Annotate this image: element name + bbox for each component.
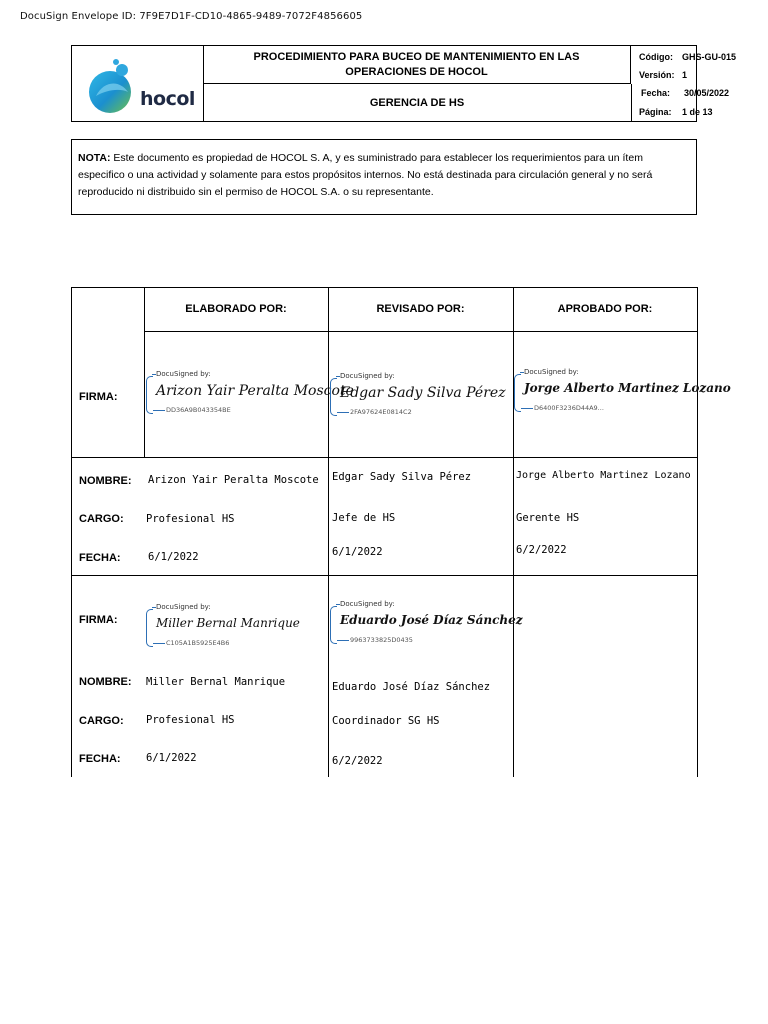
docusign-bracket <box>514 374 521 412</box>
nombre-aprobado: Jorge Alberto Martinez Lozano <box>516 470 691 481</box>
signature-hash: 9963733825D0435 <box>350 636 413 644</box>
meta-value: GHS-GU-015 <box>682 52 737 62</box>
cargo-revisado: Jefe de HS <box>332 512 396 524</box>
docusign-bracket <box>330 606 337 644</box>
docusigned-label: DocuSigned by: <box>156 603 211 611</box>
firma-divider <box>71 457 698 458</box>
cargo-elaborado-2: Profesional HS <box>146 714 235 726</box>
nombre-revisado: Edgar Sady Silva Pérez <box>332 471 472 483</box>
header-divider <box>144 331 698 332</box>
signature-box-elaborado <box>146 370 354 418</box>
cargo-elaborado: Profesional HS <box>146 513 235 525</box>
header-elaborado: ELABORADO POR: <box>185 303 287 315</box>
fecha-elaborado: 6/1/2022 <box>148 551 199 563</box>
docusigned-label: DocuSigned by: <box>524 368 579 376</box>
meta-key: Página: <box>639 107 672 117</box>
docusign-line <box>153 410 165 411</box>
signature-box-revisado <box>330 372 510 420</box>
signature-image: Edgar Sady Silva Pérez <box>340 385 506 401</box>
docusigned-label: DocuSigned by: <box>156 370 211 378</box>
nombre-elaborado-2: Miller Bernal Manrique <box>146 676 286 688</box>
signature-box-elaborado-2 <box>146 603 326 651</box>
meta-codigo <box>639 52 768 62</box>
label-fecha: FECHA: <box>79 552 121 564</box>
block-divider <box>71 575 698 576</box>
docusign-bracket <box>146 376 153 414</box>
meta-key: Versión: <box>639 70 675 80</box>
docusign-bracket <box>146 609 153 647</box>
docusigned-label: DocuSigned by: <box>340 600 395 608</box>
nota-box <box>71 139 697 215</box>
signature-hash: 2FA97624E0814C2 <box>350 408 412 416</box>
label-cargo: CARGO: <box>79 513 124 525</box>
document-subtitle: GERENCIA DE HS <box>203 84 632 121</box>
col-divider-2 <box>513 287 514 777</box>
hocol-logo-icon <box>86 58 138 114</box>
fecha-elaborado-2: 6/1/2022 <box>146 752 197 764</box>
logo-text: hocol <box>140 88 195 110</box>
signature-hash: DD36A9B043354BE <box>166 406 231 414</box>
signature-image: Arizon Yair Peralta Moscote <box>156 383 354 399</box>
envelope-id: DocuSign Envelope ID: 7F9E7D1F-CD10-4865-9489-7072F4856605 <box>20 11 363 22</box>
meta-value: 1 <box>682 70 688 80</box>
nota-label: NOTA: <box>78 152 111 164</box>
label-firma: FIRMA: <box>79 391 118 403</box>
meta-value: 30/05/2022 <box>684 88 730 98</box>
fecha-aprobado: 6/2/2022 <box>516 544 567 556</box>
label-nombre: NOMBRE: <box>79 676 132 688</box>
docusign-line <box>153 643 165 644</box>
signature-image: Jorge Alberto Martinez Lozano <box>524 381 731 395</box>
col-divider-1 <box>328 287 329 777</box>
signature-box-revisado-2 <box>330 600 523 648</box>
cargo-revisado-2: Coordinador SG HS <box>332 715 440 727</box>
table-border-right <box>697 287 698 777</box>
label-fecha: FECHA: <box>79 753 121 765</box>
signature-box-aprobado <box>514 368 731 416</box>
docusigned-label: DocuSigned by: <box>340 372 395 380</box>
meta-fecha <box>641 88 768 98</box>
docusign-bracket <box>330 378 337 416</box>
meta-version <box>639 70 768 80</box>
signature-image: Eduardo José Díaz Sánchez <box>340 613 523 627</box>
meta-key: Código: <box>639 52 673 62</box>
label-firma: FIRMA: <box>79 614 118 626</box>
header-aprobado: APROBADO POR: <box>557 303 653 315</box>
meta-key: Fecha: <box>641 88 671 98</box>
meta-pagina <box>639 107 768 117</box>
docusign-line <box>337 412 349 413</box>
nombre-elaborado: Arizon Yair Peralta Moscote <box>148 474 319 486</box>
document-meta <box>631 46 737 121</box>
docusign-line <box>337 640 349 641</box>
label-nombre: NOMBRE: <box>79 475 132 487</box>
signature-table <box>71 287 731 777</box>
header-revisado: REVISADO POR: <box>376 303 465 315</box>
meta-value: 1 de 13 <box>682 107 713 117</box>
signature-hash: D6400F3236D44A9... <box>534 404 604 412</box>
cargo-aprobado: Gerente HS <box>516 512 580 524</box>
signature-image: Miller Bernal Manrique <box>156 616 300 630</box>
document-header <box>71 45 737 122</box>
signature-hash: C105A1B5925E4B6 <box>166 639 230 647</box>
table-border-left <box>71 287 72 777</box>
nota-text: Este documento es propiedad de HOCOL S. A, y es suministrado para establecer los requerimientos para un ítem especifico o una actividad y solamente para estos propósitos internos. No está destinada para circulación general y no será reproducido ni distribuido sin el permiso de HOCOL S.A. o su representante. <box>78 152 653 198</box>
document-title: PROCEDIMIENTO PARA BUCEO DE MANTENIMIENTO EN LAS OPERACIONES DE HOCOL <box>203 46 631 84</box>
nombre-revisado-2: Eduardo José Díaz Sánchez <box>332 681 491 693</box>
docusign-line <box>521 408 533 409</box>
fecha-revisado-2: 6/2/2022 <box>332 755 383 767</box>
logo-cell <box>72 46 204 121</box>
fecha-revisado: 6/1/2022 <box>332 546 383 558</box>
label-cargo: CARGO: <box>79 715 124 727</box>
